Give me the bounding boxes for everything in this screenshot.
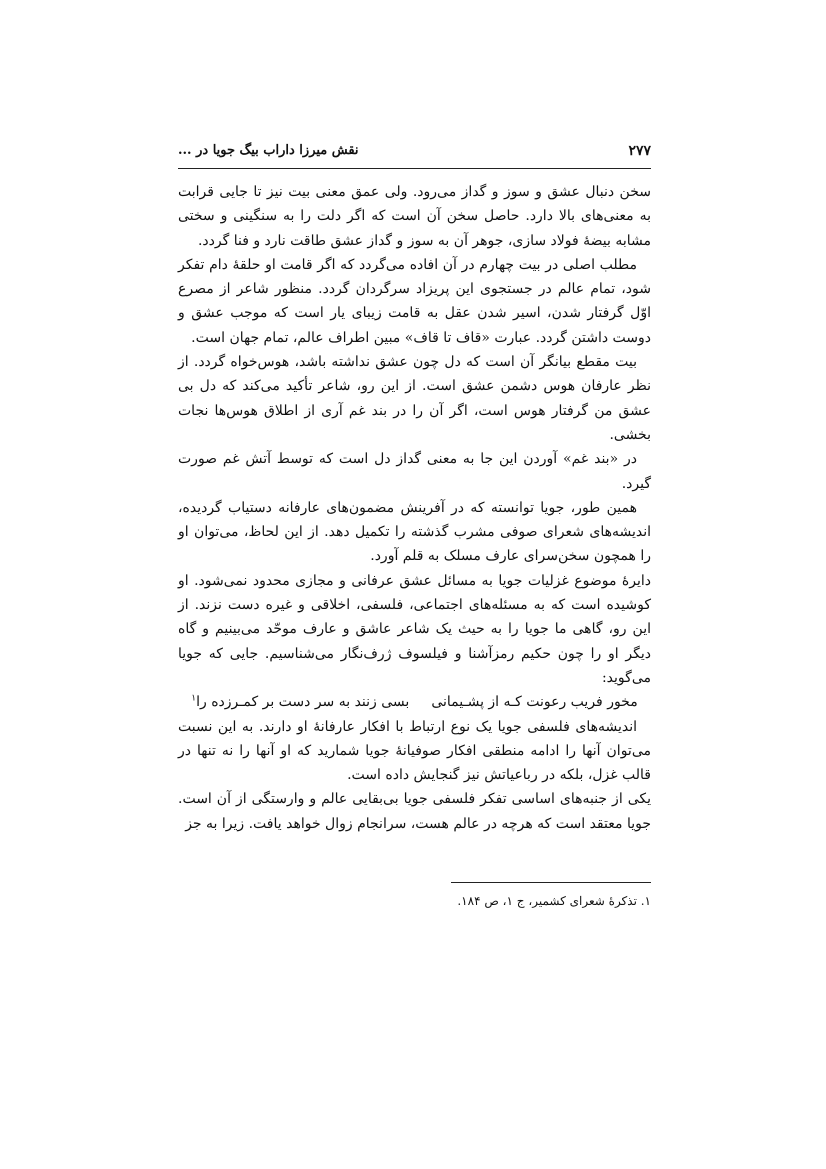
paragraph: سخن دنبال عشق و سوز و گداز می‌رود. ولی عمق معنی بیت نیز تا جایی قرابت به معنی‌های بالا دارد. حاصل سخن آن است که اگر دلت را به سنگینی و سختی مشابه بیضهٔ فولاد سازی، جوهر آن به سوز و گداز عشق طاقت نارد و فنا گردد. bbox=[178, 184, 651, 249]
verse-hemistich-left bbox=[191, 690, 409, 714]
footnote-reference[interactable]: ۱ bbox=[191, 693, 197, 704]
paragraph: اندیشه‌های فلسفی جویا یک نوع ارتباط با افکار عارفانهٔ او دارند. به این نسبت می‌توان آنها را ادامه منطقی افکار صوفیانهٔ جویا شمارید که او آنها را نه تنها در قالب غزل، بلکه در رباعیاتش نیز گنجایش داده است. bbox=[178, 718, 651, 784]
page-header bbox=[178, 140, 651, 166]
running-title: نقش میرزا داراب بیگ جویا در ... bbox=[178, 143, 359, 158]
paragraph: در «بند غم» آوردن این جا به معنی گداز دل است که توسط آتش غم صورت گیرد. bbox=[178, 451, 651, 492]
verse-line bbox=[178, 690, 651, 714]
paragraph: یکی از جنبه‌های اساسی تفکر فلسفی جویا بی‌بقایی عالم و وارستگی از آن است. جویا معتقد است که هرچه در عالم هست، سرانجام زوال خواهد یافت. زیرا به جز bbox=[178, 791, 651, 832]
paragraph: همین طور، جویا توانسته که در آفرینش مضمون‌های عارفانه دستیاب گردیده، اندیشه‌های شعرای صوفی مشرب گذشته را تکمیل دهد. از این لحاظ، می‌توان او را همچون سخن‌سرای عارف مسلک به قلم آورد. bbox=[178, 499, 651, 565]
verse-hemistich-right: مخور فریب رعونت کـه از پشـیمانی bbox=[431, 694, 638, 711]
main-text bbox=[178, 180, 651, 836]
paragraph: بیت مقطع بیانگر آن است که دل چون عشق نداشته باشد، هوس‌خواه گردد. از نظر عارفان هوس دشمن عشق است. از این رو، شاعر تأکید می‌کند که دل بی عشق من گرفتار هوس است، اگر آن را در بند غم آری از اطلاق هوس‌ها نجات بخشی. bbox=[178, 354, 651, 443]
paragraph: دایرهٔ موضوع غزلیات جویا به مسائل عشق عرفانی و مجازی محدود نمی‌شود. او کوشیده است که به مسئله‌های اجتماعی، فلسفی، اخلاقی و غیره دست نزند. از این رو، گاهی ما جویا را به حیث یک شاعر عاشق و عارف موحّد می‌بینیم و گاه دیگر او را چون حکیم رمزآشنا و فیلسوف ژرف‌نگار می‌شناسیم. جایی که جویا می‌گوید: bbox=[178, 572, 651, 686]
header-rule bbox=[178, 168, 651, 169]
footnote-rule bbox=[451, 882, 651, 883]
page-number: ۲۷۷ bbox=[628, 143, 651, 159]
paragraph: مطلب اصلی در بیت چهارم در آن افاده می‌گردد که اگر قامت او حلقهٔ دام تفکر شود، تمام عالم در جستجوی این پریزاد سرگردان گردد. منظور شاعر از مصرع اوّل گرفتار شدن، اسیر شدن عقل به قامت زیبای یار است که موجب عشق و دوست داشتن گردد. عبارت «قاف تا قاف» مبین اطراف عالم، تمام جهان است. bbox=[178, 256, 651, 346]
verse-hemistich-left-text: بسی زنند به سر دست بر کمـرزده را bbox=[196, 694, 410, 711]
footnote: ۱. تذکرهٔ شعرای کشمیر، ج ۱، ص ۱۸۴. bbox=[457, 894, 651, 908]
